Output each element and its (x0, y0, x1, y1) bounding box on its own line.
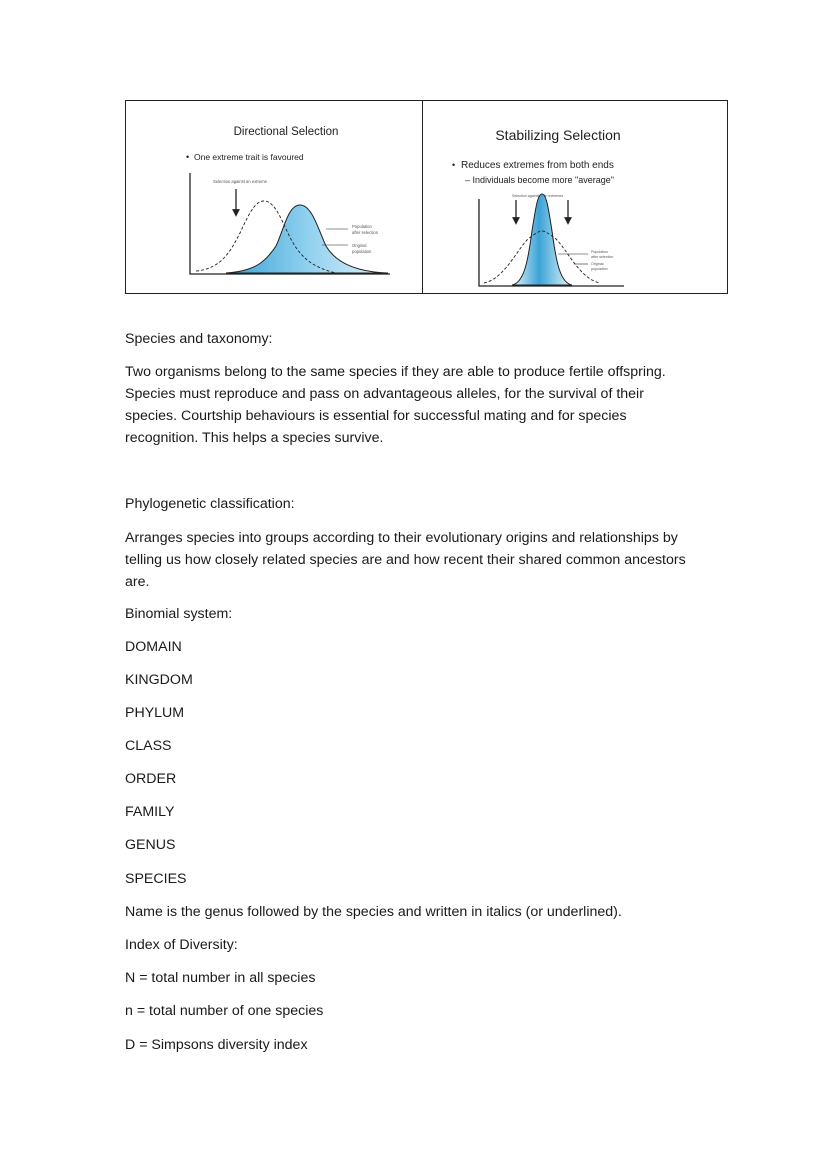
bullet-dot: • (186, 152, 190, 162)
rank-order: ORDER (125, 771, 177, 787)
selection-diagrams (126, 101, 727, 293)
stabilizing-sub-bullet: – Individuals become more "average" (465, 175, 614, 185)
diversity-def-N: N = total number in all species (125, 970, 316, 986)
phylo-line-2: telling us how closely related species are and how recent their shared common ancestors (125, 552, 686, 568)
stabilizing-after-label: Population (591, 250, 608, 254)
selection-figure (125, 100, 728, 294)
rank-class: CLASS (125, 738, 172, 754)
directional-after-curve (226, 205, 388, 273)
phylo-line-3: are. (125, 574, 150, 590)
binomial-heading: Binomial system: (125, 606, 233, 622)
stabilizing-after-label-2: after selection (591, 255, 614, 259)
stabilizing-title: Stabilizing Selection (495, 127, 621, 143)
rank-genus: GENUS (125, 837, 176, 853)
rank-domain: DOMAIN (125, 639, 182, 655)
stabilizing-bullet: Reduces extremes from both ends (461, 160, 614, 171)
rank-phylum: PHYLUM (125, 705, 185, 721)
species-line-2: Species must reproduce and pass on advantageous alleles, for the survival of their (125, 386, 644, 402)
stabilizing-original-label-2: population (591, 267, 608, 271)
diversity-heading: Index of Diversity: (125, 937, 238, 953)
directional-original-label: Original (352, 243, 367, 248)
species-line-1: Two organisms belong to the same species if they are able to produce fertile offspring. (125, 364, 666, 380)
name-rule: Name is the genus followed by the species and written in italics (or underlined). (125, 904, 622, 920)
diversity-def-D: D = Simpsons diversity index (125, 1037, 308, 1053)
phylo-heading: Phylogenetic classification: (125, 496, 295, 512)
phylo-line-1: Arranges species into groups according to their evolutionary origins and relationships by (125, 530, 678, 546)
diversity-def-n: n = total number of one species (125, 1003, 324, 1019)
stabilizing-after-curve (512, 194, 572, 285)
directional-after-label: Population (352, 224, 372, 229)
rank-family: FAMILY (125, 804, 175, 820)
directional-bullet: One extreme trait is favoured (194, 152, 304, 162)
stabilizing-arrow-label: Selection against both extremes (512, 194, 564, 198)
directional-title: Directional Selection (233, 126, 339, 138)
bullet-dot: • (452, 160, 456, 170)
species-heading: Species and taxonomy: (125, 331, 273, 347)
rank-kingdom: KINGDOM (125, 672, 193, 688)
directional-arrow-label: Selection against an extreme (213, 179, 268, 184)
species-line-4: recognition. This helps a species survive. (125, 430, 384, 446)
species-line-3: species. Courtship behaviours is essential for successful mating and for species (125, 408, 627, 424)
rank-species: SPECIES (125, 871, 187, 887)
directional-after-label-2: after selection (352, 230, 379, 235)
directional-original-label-2: population (352, 249, 372, 254)
stabilizing-original-label: Original (591, 262, 604, 266)
